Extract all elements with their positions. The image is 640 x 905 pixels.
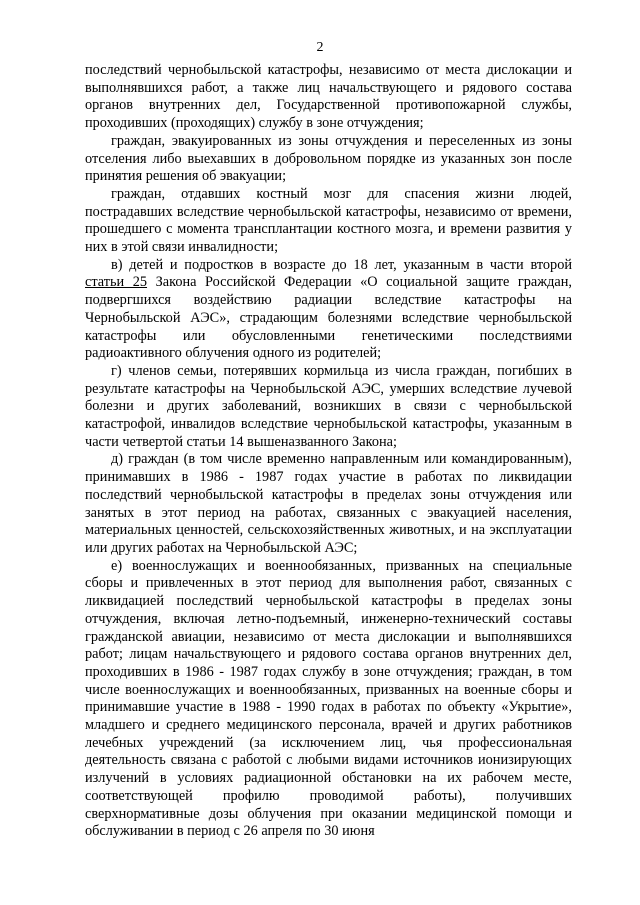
paragraph-item-d-liquidators: д) граждан (в том числе временно направленным или командированным), принимавших в 1986 - 1987 годах участие в работах по ликвидации последствий чернобыльской катастрофы в пределах зоны отчуждения или занятых в этот период на работах, связанных с эвакуацией населения, материальных ценностей, сельскохозяйственных животных, и на эксплуатации или других работах на Чернобыльской АЭС; [85,451,572,556]
paragraph-bone-marrow-donors: граждан, отдавших костный мозг для спасения жизни людей, пострадавших вследствие чернобыльской катастрофы, независимо от времени, прошедшего с момента трансплантации костного мозга, и времени развития у них в этой связи инвалидности; [85,185,572,256]
paragraph-evacuated-citizens: граждан, эвакуированных из зоны отчуждения и переселенных из зоны отселения либо выехавших в добровольном порядке из указанных зон после принятия решения об эвакуации; [85,132,572,185]
paragraph-item-e-servicemen: е) военнослужащих и военнообязанных, призванных на специальные сборы и привлеченных в этот период для выполнения работ, связанных с ликвидацией последствий чернобыльской катастрофы в пределах зоны отчуждения, включая летно-подъемный, инженерно-технический составы гражданской авиации, независимо от места дислокации и выполнявшихся работ; лицам начальствующего и рядового состава органов внутренних дел, проходивших в 1986 - 1987 годах службу в зоне отчуждения; граждан, в том числе военнослужащих и военнообязанных, призванных на военные сборы и принимавшие участие в 1988 - 1990 годах в работах по объекту «Укрытие», младшего и среднего медицинского персонала, врачей и других работников лечебных учреждений (за исключением лиц, чья профессиональная деятельность связана с работой с любыми видами источников ионизирующих излучений в условиях радиационной обстановки на их рабочем месте, соответствующей профилю проводимой работы), получивших сверхнормативные дозы облучения при оказании медицинской помощи и обслуживании в период с 26 апреля по 30 июня [85,557,572,840]
paragraph-item-v-children [85,257,572,363]
paragraph-continuation: последствий чернобыльской катастрофы, независимо от места дислокации и выполнявшихся работ, а также лиц начальствующего и рядового состава органов внутренних дел, Государственной противопожарной службы, проходивших (проходящих) службу в зоне отчуждения; [85,62,572,132]
article-25-link[interactable]: статьи 25 [85,274,148,291]
item-v-text-before: в) детей и подростков в возрасте до 18 лет, указанным в части второй [111,256,572,273]
page-number: 2 [316,40,324,55]
document-body [85,62,572,841]
item-v-text-after: Закона Российской Федерации «О социальной защите граждан, подвергшихся воздействию радиации вследствие катастрофы на Чернобыльской АЭС», страдающим болезнями вследствие чернобыльской катастрофы или обусловленными генетическими последствиями радиоактивного облучения одного из родителей; [85,274,572,362]
paragraph-item-g-family-members: г) членов семьи, потерявших кормильца из числа граждан, погибших в результате катастрофы на Чернобыльской АЭС, умерших вследствие лучевой болезни и других заболеваний, возникших в связи с чернобыльской катастрофой, инвалидов вследствие чернобыльской катастрофы, указанным в части четвертой статьи 14 вышеназванного Закона; [85,362,572,450]
